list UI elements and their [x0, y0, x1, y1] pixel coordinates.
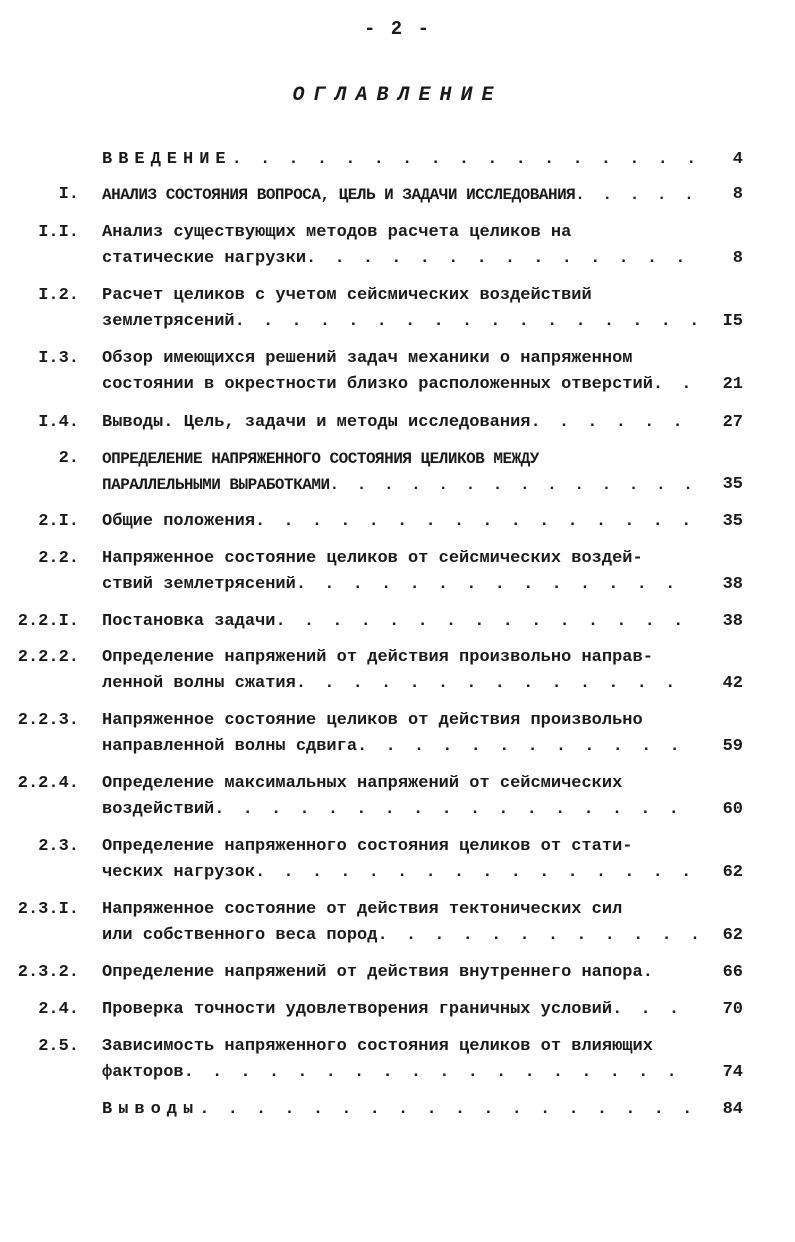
- toc-entry-title: [102, 182, 697, 208]
- dot-leader: [235, 309, 697, 335]
- dot-leader: [296, 572, 697, 598]
- toc-entry-page: 62: [722, 863, 743, 882]
- dot-leader: [214, 797, 697, 823]
- toc-entry-title: [102, 446, 697, 498]
- dot-leader: [575, 182, 697, 208]
- toc-entry-title: [102, 147, 697, 173]
- toc-entry-page: 21: [722, 375, 743, 394]
- toc-title: ОГЛАВЛЕНИЕ: [292, 84, 503, 107]
- toc-entry-title: [102, 771, 697, 823]
- toc-entry-number: 2.2.2.: [17, 648, 79, 667]
- toc-entry-line: АНАЛИЗ СОСТОЯНИЯ ВОПРОСА, ЦЕЛЬ И ЗАДАЧИ ИССЛЕДОВАНИЯ: [102, 186, 576, 204]
- toc-entry-line: Анализ существующих методов расчета целиков на: [102, 223, 572, 242]
- toc-entry-title: [102, 997, 697, 1023]
- toc-entry-number: 2.3.: [38, 837, 79, 856]
- toc-entry-page: 4: [732, 150, 743, 169]
- toc-entry-line: состоянии в окрестности близко расположенных отверстий: [102, 375, 653, 394]
- dot-leader: [255, 509, 697, 535]
- toc-entry-page: 35: [722, 475, 743, 494]
- toc-entry-line: направленной волны сдвига: [102, 737, 358, 756]
- toc-entry-line: Определение максимальных напряжений от сейсмических: [102, 774, 623, 793]
- dot-leader: [255, 860, 697, 886]
- toc-entry-page: 8: [732, 249, 743, 268]
- dot-leader: [232, 147, 697, 173]
- toc-entry-line: ствий землетрясений: [102, 575, 296, 594]
- toc-entry-page: 74: [722, 1063, 743, 1082]
- toc-entry-line: Проверка точности удовлетворения граничных условий: [102, 1000, 613, 1019]
- page-number: - 2 -: [363, 18, 431, 40]
- toc-entry-title: [102, 1034, 697, 1086]
- dot-leader: [199, 1097, 697, 1123]
- toc-entry-title: [102, 509, 697, 535]
- dot-leader: [612, 997, 697, 1023]
- toc-entry-number: 2.2.I.: [17, 612, 79, 631]
- toc-entry-line: воздействий: [102, 800, 215, 819]
- toc-entry-number: 2.2.4.: [17, 774, 79, 793]
- toc-entry-line: статические нагрузки: [102, 249, 307, 268]
- toc-entry-title: [102, 410, 697, 436]
- toc-entry-line: ленной волны сжатия: [102, 674, 296, 693]
- toc-entry-line: Напряженное состояние целиков от сейсмических воздей-: [102, 549, 643, 568]
- toc-entry-line: Напряженное состояние целиков от действия произвольно: [102, 711, 643, 730]
- toc-entry-page: 62: [722, 926, 743, 945]
- toc-entry-line: или собственного веса пород: [102, 926, 378, 945]
- toc-entry-title: [102, 609, 697, 635]
- toc-entry-page: 59: [722, 737, 743, 756]
- toc-entry-line: факторов: [102, 1063, 184, 1082]
- dot-leader: [184, 1060, 697, 1086]
- toc-entry-page: 66: [722, 963, 743, 982]
- toc-entry-number: 2.4.: [38, 1000, 79, 1019]
- toc-entry-page: 38: [722, 575, 743, 594]
- toc-entry-title: [102, 834, 697, 886]
- toc-entry-number: 2.5.: [38, 1037, 79, 1056]
- toc-entry-line: Выводы: [102, 1100, 200, 1119]
- toc-entry-page: 42: [722, 674, 743, 693]
- toc-entry-number: I.I.: [38, 223, 79, 242]
- toc-entry-page: 8: [732, 185, 743, 204]
- toc-entry-title: [102, 708, 697, 760]
- toc-entry-page: 84: [722, 1100, 743, 1119]
- toc-entry-line: Зависимость напряженного состояния целиков от влияющих: [102, 1037, 653, 1056]
- toc-entry-number: I.3.: [38, 349, 79, 368]
- dot-leader: [275, 609, 697, 635]
- toc-entry-page: 60: [722, 800, 743, 819]
- toc-entry-line: Общие положения: [102, 512, 256, 531]
- toc-entry-number: 2.2.: [38, 549, 79, 568]
- toc-entry-number: I.4.: [38, 413, 79, 432]
- dot-leader: [330, 472, 697, 498]
- toc-entry-number: 2.: [58, 449, 79, 468]
- dot-leader: [296, 671, 697, 697]
- toc-entry-line: ОПРЕДЕЛЕНИЕ НАПРЯЖЕННОГО СОСТОЯНИЯ ЦЕЛИКОВ МЕЖДУ: [102, 450, 539, 468]
- toc-entry-title: [102, 960, 697, 986]
- toc-entry-line: землетрясений: [102, 312, 235, 331]
- toc-entry-line: Постановка задачи: [102, 612, 276, 631]
- toc-entry-page: 70: [722, 1000, 743, 1019]
- toc-entry-number: 2.I.: [38, 512, 79, 531]
- dot-leader: [357, 734, 697, 760]
- toc-entry-line: ческих нагрузок: [102, 863, 256, 882]
- dot-leader: [306, 246, 697, 272]
- dot-leader: [530, 410, 697, 436]
- toc-entry-line: ВВЕДЕНИЕ: [102, 150, 232, 169]
- toc-entry-line: Напряженное состояние от действия тектонических сил: [102, 900, 623, 919]
- toc-entry-number: I.: [58, 185, 79, 204]
- toc-entry-page: 27: [722, 413, 743, 432]
- dot-leader: [377, 923, 697, 949]
- toc-entry-line: Определение напряжений от действия произвольно направ-: [102, 648, 653, 667]
- toc-entry-number: I.2.: [38, 286, 79, 305]
- toc-entry-number: 2.3.2.: [17, 963, 79, 982]
- toc-entry-number: 2.2.3.: [17, 711, 79, 730]
- toc-entry-title: [102, 897, 697, 949]
- toc-entry-line: Обзор имеющихся решений задач механики о напряженном: [102, 349, 633, 368]
- toc-entry-page: I5: [722, 312, 743, 331]
- toc-entry-title: [102, 645, 697, 697]
- toc-entry-page: 35: [722, 512, 743, 531]
- toc-entry-line: Определение напряжений от действия внутреннего напора.: [102, 963, 653, 982]
- toc-entry-line: Расчет целиков с учетом сейсмических воздействий: [102, 286, 592, 305]
- toc-entry-number: 2.3.I.: [17, 900, 79, 919]
- toc-entry-title: [102, 546, 697, 598]
- toc-entry-title: [102, 283, 697, 335]
- toc-entry-line: ПАРАЛЛЕЛЬНЫМИ ВЫРАБОТКАМИ: [102, 476, 330, 494]
- toc-entry-page: 38: [722, 612, 743, 631]
- toc-entry-title: [102, 1097, 697, 1123]
- toc-entry-line: Определение напряженного состояния целиков от стати-: [102, 837, 633, 856]
- toc-entry-line: Выводы. Цель, задачи и методы исследования: [102, 413, 531, 432]
- toc-entry-title: [102, 346, 697, 398]
- toc-entry-title: [102, 220, 697, 272]
- dot-leader: [653, 372, 697, 398]
